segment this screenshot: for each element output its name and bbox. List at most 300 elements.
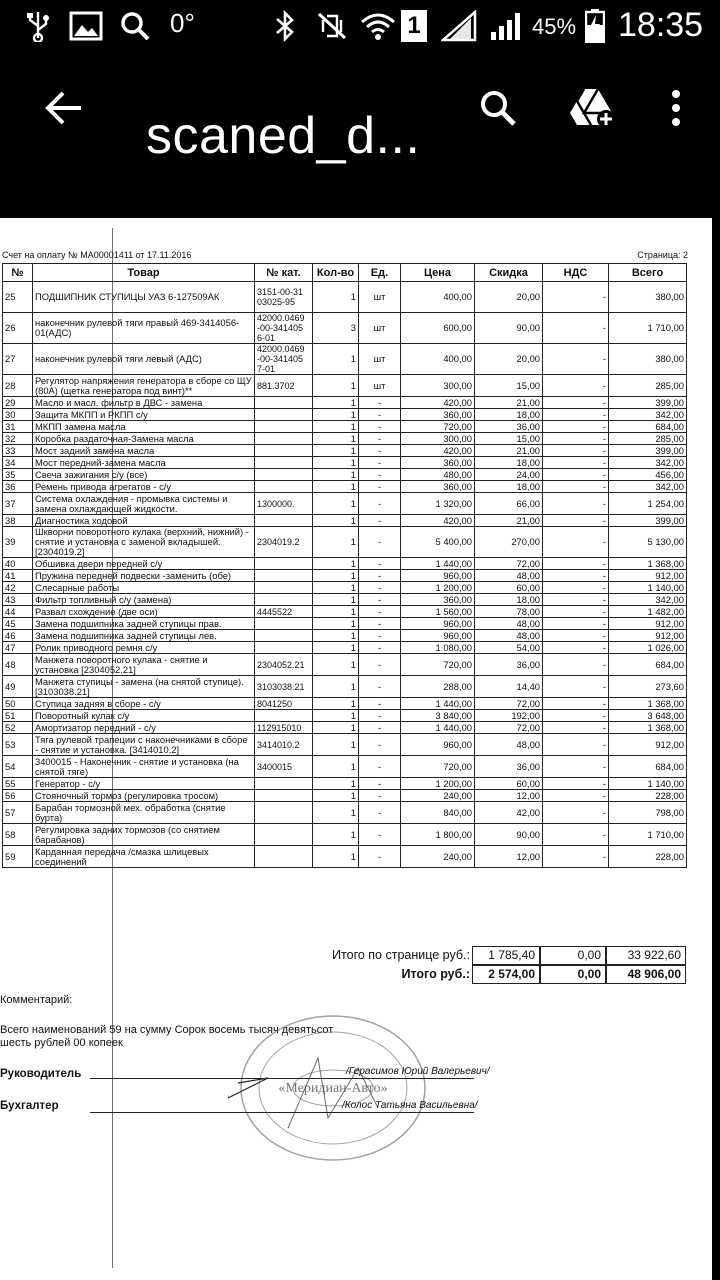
table-row bbox=[3, 778, 687, 790]
row-discount: 60,00 bbox=[475, 582, 543, 594]
row-item-name: Коробка раздаточная-Замена масла bbox=[33, 433, 255, 445]
row-vat: - bbox=[543, 618, 609, 630]
row-number: 54 bbox=[3, 756, 33, 778]
row-catalog-number bbox=[255, 824, 313, 846]
director-name: /Герасимов Юрий Валерьевич/ bbox=[346, 1066, 490, 1077]
row-catalog-number bbox=[255, 778, 313, 790]
row-total: 1 140,00 bbox=[609, 582, 687, 594]
row-catalog-number bbox=[255, 558, 313, 570]
row-price: 360,00 bbox=[401, 457, 475, 469]
row-number: 25 bbox=[3, 282, 33, 313]
row-vat: - bbox=[543, 654, 609, 676]
row-price: 720,00 bbox=[401, 654, 475, 676]
more-vert-icon bbox=[670, 88, 682, 128]
row-discount: 270,00 bbox=[475, 527, 543, 558]
page-title: scaned_d... bbox=[146, 107, 421, 165]
table-row bbox=[3, 642, 687, 654]
row-total: 399,00 bbox=[609, 515, 687, 527]
row-item-name: Ролик приводного ремня с/у bbox=[33, 642, 255, 654]
row-item-name: Манжета ступицы - замена (на снятой ступице). [3103038.21] bbox=[33, 676, 255, 698]
row-discount: 20,00 bbox=[475, 282, 543, 313]
row-total: 1 710,00 bbox=[609, 313, 687, 344]
row-vat: - bbox=[543, 790, 609, 802]
column-header: Ед. bbox=[359, 264, 401, 282]
row-price: 1 440,00 bbox=[401, 558, 475, 570]
row-total: 228,00 bbox=[609, 790, 687, 802]
bluetooth-icon bbox=[272, 10, 298, 42]
row-catalog-number bbox=[255, 515, 313, 527]
row-number: 52 bbox=[3, 722, 33, 734]
row-catalog-number bbox=[255, 630, 313, 642]
row-total: 3 648,00 bbox=[609, 710, 687, 722]
row-vat: - bbox=[543, 676, 609, 698]
row-total: 1 368,00 bbox=[609, 698, 687, 710]
row-total: 912,00 bbox=[609, 570, 687, 582]
row-vat: - bbox=[543, 409, 609, 421]
status-time: 18:35 bbox=[618, 6, 704, 44]
row-price: 960,00 bbox=[401, 734, 475, 756]
row-item-name: Регулировка задних тормозов (со снятием барабанов) bbox=[33, 824, 255, 846]
row-item-name: Слесарные работы bbox=[33, 582, 255, 594]
row-discount: 72,00 bbox=[475, 722, 543, 734]
row-quantity: 1 bbox=[313, 642, 359, 654]
table-row bbox=[3, 433, 687, 445]
back-button[interactable] bbox=[36, 80, 92, 136]
row-number: 42 bbox=[3, 582, 33, 594]
table-row bbox=[3, 722, 687, 734]
table-row bbox=[3, 469, 687, 481]
row-number: 59 bbox=[3, 846, 33, 868]
row-catalog-number: 3103038.21 bbox=[255, 676, 313, 698]
row-number: 40 bbox=[3, 558, 33, 570]
sim-slot-label: 1 bbox=[401, 10, 427, 42]
sim-icon bbox=[400, 10, 428, 42]
row-discount: 18,00 bbox=[475, 594, 543, 606]
row-vat: - bbox=[543, 421, 609, 433]
row-item-name: Фильтр топливный с/у (замена) bbox=[33, 594, 255, 606]
row-item-name: 3400015 - Наконечник - снятие и установка (на снятой тяге) bbox=[33, 756, 255, 778]
table-row bbox=[3, 710, 687, 722]
row-catalog-number bbox=[255, 642, 313, 654]
row-quantity: 1 bbox=[313, 790, 359, 802]
row-quantity: 1 bbox=[313, 515, 359, 527]
row-unit: - bbox=[359, 445, 401, 457]
row-price: 400,00 bbox=[401, 344, 475, 375]
row-number: 39 bbox=[3, 527, 33, 558]
row-number: 32 bbox=[3, 433, 33, 445]
row-total: 342,00 bbox=[609, 409, 687, 421]
row-discount: 78,00 bbox=[475, 606, 543, 618]
page-total-label: Итого по странице руб.: bbox=[332, 948, 470, 962]
row-item-name: МКПП замена масла bbox=[33, 421, 255, 433]
add-to-drive-icon bbox=[568, 87, 616, 129]
row-total: 399,00 bbox=[609, 445, 687, 457]
table-row bbox=[3, 558, 687, 570]
row-unit: - bbox=[359, 582, 401, 594]
row-vat: - bbox=[543, 710, 609, 722]
search-icon bbox=[478, 88, 518, 128]
row-item-name: Барабан тормозной мех. обработка (снятие бурта) bbox=[33, 802, 255, 824]
battery-charging-icon bbox=[584, 10, 606, 42]
add-to-drive-button[interactable] bbox=[562, 80, 622, 136]
row-vat: - bbox=[543, 778, 609, 790]
row-total: 1 368,00 bbox=[609, 558, 687, 570]
row-discount: 21,00 bbox=[475, 515, 543, 527]
table-row bbox=[3, 734, 687, 756]
row-catalog-number: 42000.0469 -00-341405 6-01 bbox=[255, 313, 313, 344]
row-price: 5 400,00 bbox=[401, 527, 475, 558]
row-number: 34 bbox=[3, 457, 33, 469]
row-discount: 15,00 bbox=[475, 433, 543, 445]
row-quantity: 1 bbox=[313, 457, 359, 469]
row-number: 46 bbox=[3, 630, 33, 642]
row-price: 420,00 bbox=[401, 397, 475, 409]
row-vat: - bbox=[543, 802, 609, 824]
table-row bbox=[3, 457, 687, 469]
row-number: 51 bbox=[3, 710, 33, 722]
row-quantity: 1 bbox=[313, 630, 359, 642]
app-bar bbox=[0, 52, 720, 218]
row-catalog-number: 2304019.2 bbox=[255, 527, 313, 558]
row-catalog-number bbox=[255, 594, 313, 606]
row-quantity: 1 bbox=[313, 594, 359, 606]
grand-total-sum: 48 906,00 bbox=[606, 965, 686, 984]
accountant-label: Бухгалтер bbox=[0, 1100, 59, 1112]
row-unit: - bbox=[359, 802, 401, 824]
row-quantity: 1 bbox=[313, 421, 359, 433]
row-price: 960,00 bbox=[401, 630, 475, 642]
invoice-number: Счет на оплату № МА00001411 от 17.11.2016 bbox=[2, 250, 192, 260]
row-vat: - bbox=[543, 558, 609, 570]
row-item-name: наконечник рулевой тяги левый (АДС) bbox=[33, 344, 255, 375]
row-catalog-number: 4445522 bbox=[255, 606, 313, 618]
row-price: 420,00 bbox=[401, 515, 475, 527]
row-number: 44 bbox=[3, 606, 33, 618]
row-catalog-number bbox=[255, 433, 313, 445]
row-number: 27 bbox=[3, 344, 33, 375]
row-total: 228,00 bbox=[609, 846, 687, 868]
row-discount: 42,00 bbox=[475, 802, 543, 824]
row-catalog-number bbox=[255, 457, 313, 469]
row-quantity: 1 bbox=[313, 558, 359, 570]
grand-total-discount: 2 574,00 bbox=[472, 965, 540, 984]
row-unit: - bbox=[359, 493, 401, 515]
row-total: 684,00 bbox=[609, 654, 687, 676]
row-item-name: Масло и масл. фильтр в ДВС - замена bbox=[33, 397, 255, 409]
row-number: 28 bbox=[3, 375, 33, 397]
search-button[interactable] bbox=[470, 80, 526, 136]
row-price: 300,00 bbox=[401, 375, 475, 397]
row-catalog-number bbox=[255, 481, 313, 493]
row-price: 840,00 bbox=[401, 802, 475, 824]
row-quantity: 1 bbox=[313, 570, 359, 582]
column-header: № кат. bbox=[255, 264, 313, 282]
row-quantity: 1 bbox=[313, 710, 359, 722]
row-quantity: 1 bbox=[313, 756, 359, 778]
row-number: 58 bbox=[3, 824, 33, 846]
row-total: 912,00 bbox=[609, 734, 687, 756]
row-catalog-number bbox=[255, 582, 313, 594]
row-quantity: 1 bbox=[313, 698, 359, 710]
search-icon bbox=[118, 10, 152, 42]
row-discount: 192,00 bbox=[475, 710, 543, 722]
row-number: 50 bbox=[3, 698, 33, 710]
table-row bbox=[3, 344, 687, 375]
row-vat: - bbox=[543, 375, 609, 397]
row-unit: - bbox=[359, 824, 401, 846]
row-price: 720,00 bbox=[401, 756, 475, 778]
row-unit: - bbox=[359, 846, 401, 868]
battery-percent: 45% bbox=[532, 14, 577, 39]
row-number: 30 bbox=[3, 409, 33, 421]
row-discount: 48,00 bbox=[475, 618, 543, 630]
row-unit: шт bbox=[359, 344, 401, 375]
row-total: 684,00 bbox=[609, 421, 687, 433]
table-row bbox=[3, 515, 687, 527]
row-catalog-number bbox=[255, 618, 313, 630]
row-unit: - bbox=[359, 481, 401, 493]
row-price: 1 200,00 bbox=[401, 582, 475, 594]
row-number: 47 bbox=[3, 642, 33, 654]
stamp-text: «Меридиан-Авто» bbox=[278, 1081, 388, 1096]
column-header: Товар bbox=[33, 264, 255, 282]
row-price: 1 560,00 bbox=[401, 606, 475, 618]
row-catalog-number bbox=[255, 409, 313, 421]
row-number: 53 bbox=[3, 734, 33, 756]
row-vat: - bbox=[543, 734, 609, 756]
row-item-name: наконечник рулевой тяги правый 469-3414056-01(АДС) bbox=[33, 313, 255, 344]
row-price: 720,00 bbox=[401, 421, 475, 433]
row-unit: - bbox=[359, 409, 401, 421]
page-total-sum: 33 922,60 bbox=[606, 946, 686, 965]
row-vat: - bbox=[543, 481, 609, 493]
row-total: 380,00 bbox=[609, 282, 687, 313]
row-unit: - bbox=[359, 790, 401, 802]
row-vat: - bbox=[543, 469, 609, 481]
row-unit: - bbox=[359, 457, 401, 469]
row-discount: 36,00 bbox=[475, 756, 543, 778]
row-discount: 24,00 bbox=[475, 469, 543, 481]
row-unit: - bbox=[359, 433, 401, 445]
table-row bbox=[3, 654, 687, 676]
row-price: 400,00 bbox=[401, 282, 475, 313]
row-total: 798,00 bbox=[609, 802, 687, 824]
row-item-name: Карданная передача /смазка шлицевых соединений bbox=[33, 846, 255, 868]
row-catalog-number bbox=[255, 445, 313, 457]
row-total: 5 130,00 bbox=[609, 527, 687, 558]
table-row bbox=[3, 676, 687, 698]
row-vat: - bbox=[543, 846, 609, 868]
row-quantity: 1 bbox=[313, 469, 359, 481]
document-viewer[interactable] bbox=[0, 218, 712, 1280]
row-item-name: Поворотный кулак с/у bbox=[33, 710, 255, 722]
row-catalog-number bbox=[255, 802, 313, 824]
signal-icon bbox=[440, 10, 478, 42]
row-catalog-number: 3151-00-31 03025-95 bbox=[255, 282, 313, 313]
row-vat: - bbox=[543, 756, 609, 778]
row-item-name: ПОДШИПНИК СТУПИЦЫ УАЗ 6-127509АК bbox=[33, 282, 255, 313]
usb-icon bbox=[22, 10, 54, 42]
row-total: 285,00 bbox=[609, 433, 687, 445]
row-unit: - bbox=[359, 734, 401, 756]
row-item-name: Свеча зажигания с/у (все) bbox=[33, 469, 255, 481]
row-catalog-number: 42000.0469 -00-341405 7-01 bbox=[255, 344, 313, 375]
row-unit: - bbox=[359, 642, 401, 654]
grand-total-label: Итого руб.: bbox=[401, 967, 470, 981]
row-unit: - bbox=[359, 722, 401, 734]
row-vat: - bbox=[543, 570, 609, 582]
row-discount: 14,40 bbox=[475, 676, 543, 698]
row-discount: 54,00 bbox=[475, 642, 543, 654]
column-header: Кол-во bbox=[313, 264, 359, 282]
row-discount: 12,00 bbox=[475, 790, 543, 802]
row-number: 33 bbox=[3, 445, 33, 457]
row-total: 342,00 bbox=[609, 457, 687, 469]
summary-line: шесть рублей 00 копеек bbox=[0, 1037, 123, 1049]
row-quantity: 3 bbox=[313, 313, 359, 344]
row-vat: - bbox=[543, 433, 609, 445]
row-vat: - bbox=[543, 527, 609, 558]
row-number: 41 bbox=[3, 570, 33, 582]
table-row bbox=[3, 606, 687, 618]
row-discount: 15,00 bbox=[475, 375, 543, 397]
row-total: 684,00 bbox=[609, 756, 687, 778]
row-vat: - bbox=[543, 344, 609, 375]
signature-line bbox=[90, 1078, 474, 1079]
row-vat: - bbox=[543, 722, 609, 734]
table-header-row bbox=[3, 264, 687, 282]
row-price: 360,00 bbox=[401, 594, 475, 606]
row-quantity: 1 bbox=[313, 409, 359, 421]
row-unit: - bbox=[359, 558, 401, 570]
page-total-discount: 1 785,40 bbox=[472, 946, 540, 965]
row-vat: - bbox=[543, 824, 609, 846]
row-discount: 36,00 bbox=[475, 654, 543, 676]
row-quantity: 1 bbox=[313, 676, 359, 698]
row-catalog-number bbox=[255, 469, 313, 481]
wifi-icon bbox=[360, 10, 396, 42]
row-vat: - bbox=[543, 582, 609, 594]
row-price: 1 440,00 bbox=[401, 698, 475, 710]
table-row bbox=[3, 421, 687, 433]
table-row bbox=[3, 698, 687, 710]
row-quantity: 1 bbox=[313, 344, 359, 375]
row-item-name: Замена подшипника задней ступицы лев. bbox=[33, 630, 255, 642]
row-quantity: 1 bbox=[313, 582, 359, 594]
row-price: 480,00 bbox=[401, 469, 475, 481]
row-total: 1 254,00 bbox=[609, 493, 687, 515]
row-price: 600,00 bbox=[401, 313, 475, 344]
row-catalog-number bbox=[255, 790, 313, 802]
row-item-name: Шкворни поворотного кулака (верхний, нижний) - снятие и установка с заменой вкладышей. [2304019.2] bbox=[33, 527, 255, 558]
image-icon bbox=[68, 10, 104, 42]
table-row bbox=[3, 493, 687, 515]
row-number: 56 bbox=[3, 790, 33, 802]
row-total: 1 482,00 bbox=[609, 606, 687, 618]
row-discount: 36,00 bbox=[475, 421, 543, 433]
row-discount: 21,00 bbox=[475, 445, 543, 457]
summary-line: Всего наименований 59 на сумму Сорок восемь тысяч девятьсот bbox=[0, 1024, 334, 1036]
row-number: 26 bbox=[3, 313, 33, 344]
row-item-name: Ступица задняя в сборе - с/у bbox=[33, 698, 255, 710]
row-number: 45 bbox=[3, 618, 33, 630]
signal-icon bbox=[488, 10, 526, 42]
row-price: 960,00 bbox=[401, 618, 475, 630]
column-header: Скидка bbox=[475, 264, 543, 282]
row-total: 1 140,00 bbox=[609, 778, 687, 790]
table-row bbox=[3, 824, 687, 846]
row-vat: - bbox=[543, 397, 609, 409]
comment-label: Комментарий: bbox=[0, 994, 73, 1006]
row-item-name: Мост задний замена масла bbox=[33, 445, 255, 457]
accountant-name: /Колос Татьяна Васильевна/ bbox=[342, 1100, 478, 1111]
row-number: 36 bbox=[3, 481, 33, 493]
row-unit: шт bbox=[359, 282, 401, 313]
row-number: 29 bbox=[3, 397, 33, 409]
column-header: Всего bbox=[609, 264, 687, 282]
table-row bbox=[3, 790, 687, 802]
column-header: № bbox=[3, 264, 33, 282]
row-vat: - bbox=[543, 493, 609, 515]
row-unit: - bbox=[359, 618, 401, 630]
table-row bbox=[3, 802, 687, 824]
row-price: 1 320,00 bbox=[401, 493, 475, 515]
row-vat: - bbox=[543, 606, 609, 618]
row-discount: 48,00 bbox=[475, 630, 543, 642]
page-total-vat: 0,00 bbox=[540, 946, 606, 965]
row-vat: - bbox=[543, 642, 609, 654]
row-catalog-number: 2304052.21 bbox=[255, 654, 313, 676]
table-row bbox=[3, 527, 687, 558]
row-unit: - bbox=[359, 676, 401, 698]
row-discount: 48,00 bbox=[475, 734, 543, 756]
row-quantity: 1 bbox=[313, 734, 359, 756]
table-row bbox=[3, 409, 687, 421]
row-catalog-number: 3414010.2 bbox=[255, 734, 313, 756]
company-stamp bbox=[228, 1008, 438, 1168]
row-vat: - bbox=[543, 515, 609, 527]
row-discount: 90,00 bbox=[475, 824, 543, 846]
row-quantity: 1 bbox=[313, 493, 359, 515]
row-discount: 21,00 bbox=[475, 397, 543, 409]
grand-total-row bbox=[2, 965, 686, 984]
row-catalog-number: 112915010 bbox=[255, 722, 313, 734]
row-quantity: 1 bbox=[313, 606, 359, 618]
more-options-button[interactable] bbox=[656, 80, 696, 136]
row-price: 1 080,00 bbox=[401, 642, 475, 654]
row-total: 912,00 bbox=[609, 618, 687, 630]
row-unit: - bbox=[359, 630, 401, 642]
table-row bbox=[3, 313, 687, 344]
row-total: 342,00 bbox=[609, 481, 687, 493]
row-number: 31 bbox=[3, 421, 33, 433]
table-row bbox=[3, 756, 687, 778]
row-catalog-number bbox=[255, 397, 313, 409]
row-number: 38 bbox=[3, 515, 33, 527]
row-vat: - bbox=[543, 282, 609, 313]
row-quantity: 1 bbox=[313, 722, 359, 734]
row-unit: - bbox=[359, 527, 401, 558]
row-catalog-number bbox=[255, 710, 313, 722]
row-unit: - bbox=[359, 654, 401, 676]
row-total: 912,00 bbox=[609, 630, 687, 642]
grand-total-vat: 0,00 bbox=[540, 965, 606, 984]
row-discount: 90,00 bbox=[475, 313, 543, 344]
row-unit: - bbox=[359, 469, 401, 481]
arrow-back-icon bbox=[45, 90, 83, 126]
row-vat: - bbox=[543, 594, 609, 606]
row-discount: 12,00 bbox=[475, 846, 543, 868]
